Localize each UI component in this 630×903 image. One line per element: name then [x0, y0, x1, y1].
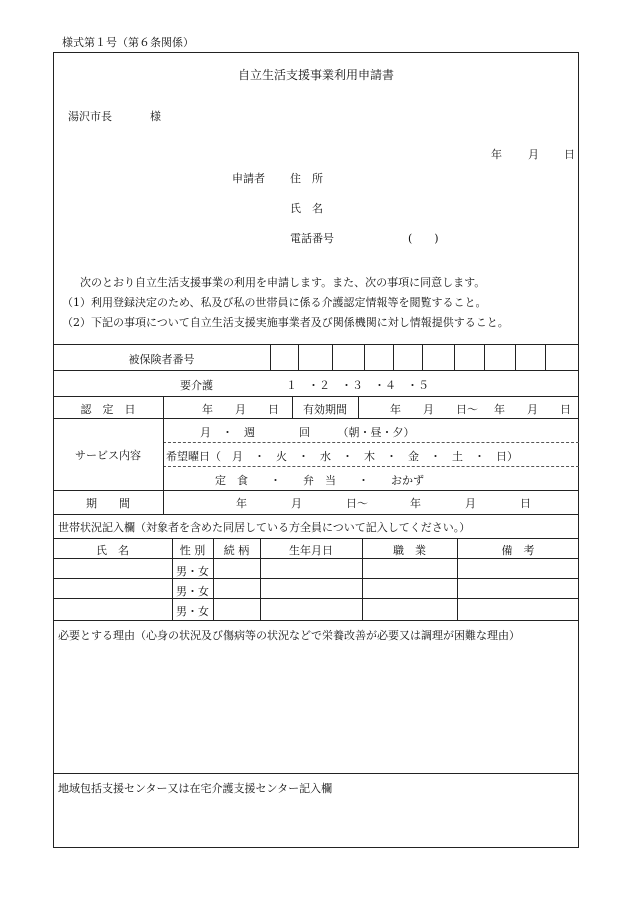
center-heading: 地域包括支援センター又は在宅介護支援センター記入欄 [58, 782, 333, 795]
statement: 次のとおり自立生活支援事業の利用を申請します。また、次の事項に同意します。 [80, 276, 486, 289]
form-number: 様式第１号（第６条関係） [62, 36, 194, 49]
form-title: 自立生活支援事業利用申請書 [237, 68, 394, 82]
applicant-label: 申請者 [232, 172, 265, 185]
household-gender-1[interactable]: 男・女 [176, 565, 209, 578]
certification-label: 認 定 日 [80, 403, 136, 416]
household-col-relation: 続 柄 [223, 544, 250, 557]
household-col-name: 氏 名 [96, 544, 129, 557]
care-level-options[interactable]: １ ・２ ・３ ・４ ・５ [286, 379, 429, 392]
addressee-name: 湯沢市長 [68, 110, 112, 123]
applicant-address[interactable]: 住 所 [290, 172, 323, 185]
applicant-name[interactable]: 氏 名 [290, 202, 323, 215]
applicant-phone[interactable]: 電話番号 [290, 232, 334, 245]
care-level-label: 要介護 [180, 379, 213, 392]
applicant-phone-paren[interactable]: ( ) [408, 232, 439, 245]
household-heading: 世帯状況記入欄（対象者を含めた同居している方全員について記入してください。） [58, 521, 471, 534]
period-to[interactable]: 年 月 日 [410, 497, 531, 510]
period-from[interactable]: 年 月 日〜 [236, 497, 368, 510]
reason-heading: 必要とする理由（心身の状況及び傷病等の状況などで栄養改善が必要又は調理が困難な理由） [58, 629, 520, 642]
date-month[interactable]: 月 [528, 148, 539, 161]
service-meal[interactable]: 定 食 ・ 弁 当 ・ おかず [215, 474, 424, 487]
date-year[interactable]: 年 [491, 148, 502, 161]
valid-period-from[interactable]: 年 月 日〜 [390, 403, 478, 416]
date-day[interactable]: 日 [564, 148, 575, 161]
consent-2: （2）下記の事項について自立生活支援実施事業者及び関係機関に対し情報提供すること。 [62, 316, 509, 329]
service-label: サービス内容 [75, 449, 141, 462]
household-col-notes: 備 考 [501, 544, 535, 557]
valid-period-to[interactable]: 年 月 日 [494, 403, 571, 416]
certification-date[interactable]: 年 月 日 [202, 403, 279, 416]
household-gender-3[interactable]: 男・女 [176, 605, 209, 618]
insured-number-label: 被保険者番号 [128, 353, 195, 366]
household-gender-2[interactable]: 男・女 [176, 585, 209, 598]
service-frequency[interactable]: 月 ・ 週 回 （朝・昼・夕） [200, 426, 415, 439]
household-col-birthdate: 生年月日 [289, 544, 333, 557]
household-col-gender: 性 別 [179, 544, 206, 557]
valid-period-label: 有効期間 [303, 403, 347, 416]
consent-1: （1）利用登録決定のため、私及び私の世帯員に係る介護認定情報等を閲覧すること。 [62, 296, 487, 309]
service-weekdays[interactable]: 希望曜日（ 月 ・ 火 ・ 水 ・ 木 ・ 金 ・ 土 ・ 日） [166, 450, 518, 463]
addressee-honorific: 様 [150, 110, 161, 123]
household-col-occupation: 職 業 [393, 544, 426, 557]
period-label: 期 間 [86, 497, 130, 510]
